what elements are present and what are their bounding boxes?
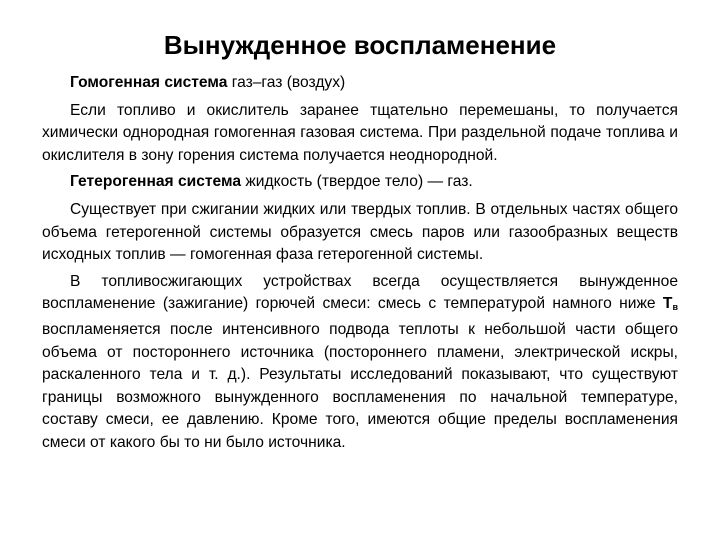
paragraph-heterogeneous-system [42,171,678,194]
forced-ignition-text-after: воспламеняется после интенсивного подвода теплоты к небольшой части общего объема от постороннего источника (постороннего пламени, электрической искры, раскаленного тела и т. д.). Результаты исследований показывают, что существуют границы возможного вынужденного воспламенения по начальной температуре, составу смеси, ее давлению. Кроме того, имеются общие пределы воспламенения смеси от какого бы то ни было источника. [42,320,678,451]
forced-ignition-text-before: В топливосжигающих устройствах всегда осуществляется вынужденное воспламенение (зажигание) горючей смеси: смесь с температурой намного ниже [42,272,678,313]
paragraph-homogeneous-system [42,72,678,95]
slide-title: Вынужденное воспламенение [163,30,557,60]
temperature-symbol: Т [662,295,673,313]
heterogeneous-system-description: жидкость (твердое тело) — газ. [241,173,473,191]
paragraph-homogeneous-explanation: Если топливо и окислитель заранее тщательно перемешаны, то получается химически однородная гомогенная газовая система. При раздельной подаче топлива и окислителя в зону горения система получается неоднородной. [42,101,678,164]
term-homogeneous-system: Гомогенная система [70,74,228,91]
paragraph-heterogeneous-explanation: Существует при сжигании жидких или твердых топлив. В отдельных частях общего объема гетерогенной системы образуется смесь паров или газообразных веществ исходных топлив — гомогенная фаза гетерогенной системы. [42,200,678,264]
paragraph-forced-ignition [42,271,678,455]
slide-body [42,72,678,455]
term-heterogeneous-system: Гетерогенная система [70,173,242,191]
temperature-subscript: в [672,302,678,313]
homogeneous-system-description: газ–газ (воздух) [227,74,346,91]
